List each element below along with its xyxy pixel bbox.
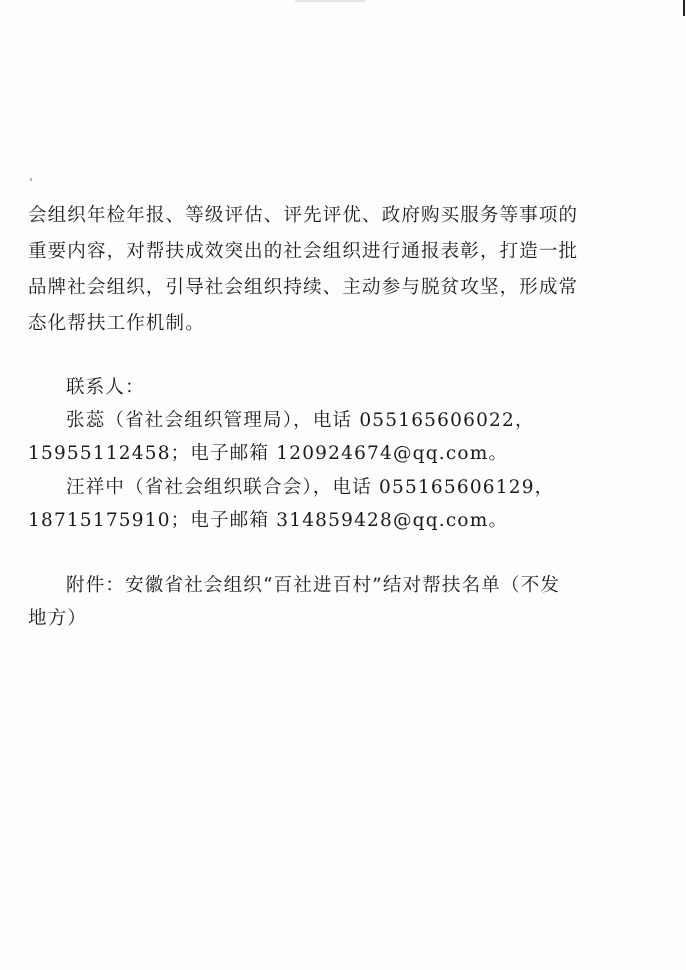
- contact-line: 15955112458；电子邮箱 120924674@qq.com。: [28, 443, 509, 464]
- scan-artifact-dot: [30, 178, 32, 181]
- contact-line: 汪祥中（省社会组织联合会），电话 055165606129，: [66, 477, 555, 498]
- contacts-heading: 联系人：: [66, 377, 145, 398]
- scan-artifact-right: [683, 0, 685, 16]
- attachment-line: 附件：安徽省社会组织“百社进百村”结对帮扶名单（不发: [66, 575, 561, 596]
- contact-line: 张蕊（省社会组织管理局），电话 055165606022，: [66, 410, 535, 431]
- contact-line: 18715175910；电子邮箱 314859428@qq.com。: [28, 510, 509, 531]
- body-paragraph-line: 品牌社会组织，引导社会组织持续、主动参与脱贫攻坚，形成常: [28, 277, 579, 298]
- body-paragraph-line: 态化帮扶工作机制。: [28, 313, 205, 334]
- body-paragraph-line: 会组织年检年报、等级评估、评先评优、政府购买服务等事项的: [28, 205, 579, 226]
- body-paragraph-line: 重要内容，对帮扶成效突出的社会组织进行通报表彰，打造一批: [28, 241, 579, 262]
- scan-artifact-top: [295, 0, 365, 2]
- attachment-line: 地方）: [28, 608, 88, 629]
